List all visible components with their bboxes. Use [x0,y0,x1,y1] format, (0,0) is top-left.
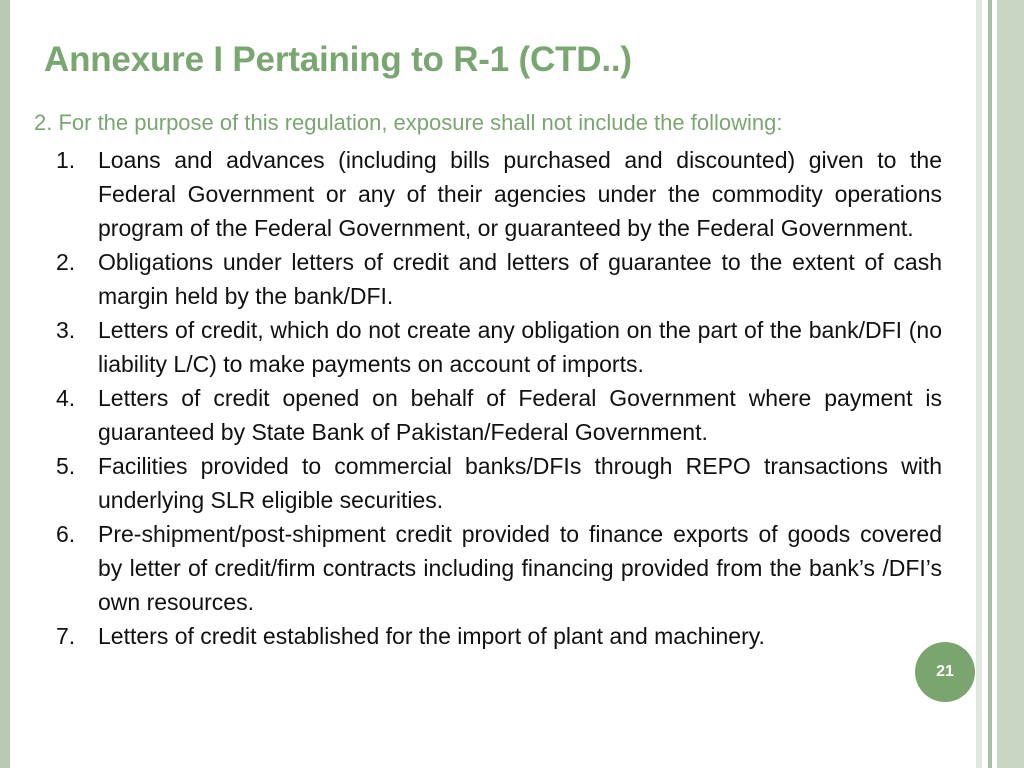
list-item-text: Letters of credit established for the import of plant and machinery. [98,623,765,649]
list-item-number: 7. [56,623,76,649]
slide-title: Annexure I Pertaining to R-1 (CTD..) [44,40,632,79]
list-item-text: Obligations under letters of credit and letters of guarantee to the extent of cash margin held by the bank/DFI. [98,249,942,309]
list-item-number: 4. [56,385,76,411]
list-item-text: Letters of credit, which do not create any obligation on the part of the bank/DFI (no liability L/C) to make payments on account of imports. [98,317,942,377]
exclusion-list [56,143,942,653]
list-item [56,143,942,245]
list-item-number: 1. [56,147,76,173]
list-item [56,449,942,517]
list-item-number: 3. [56,317,76,343]
list-item-number: 6. [56,521,76,547]
list-item [56,245,942,313]
list-item [56,313,942,381]
list-item-number: 5. [56,453,76,479]
list-item [56,381,942,449]
list-item [56,619,942,653]
list-item-number: 2. [56,249,76,275]
page-number-badge: 21 [915,642,975,702]
list-item-text: Loans and advances (including bills purchased and discounted) given to the Federal Government or any of their agencies under the commodity operations program of the Federal Government, or guaranteed by the Federal Government. [98,147,942,241]
intro-text: 2. For the purpose of this regulation, exposure shall not include the following: [34,110,783,135]
list-item-text: Facilities provided to commercial banks/DFIs through REPO transactions with underlying SLR eligible securities. [98,453,942,513]
left-decorative-bar [0,0,10,768]
list-item-text: Letters of credit opened on behalf of Federal Government where payment is guaranteed by State Bank of Pakistan/Federal Government. [98,385,942,445]
list-item-text: Pre-shipment/post-shipment credit provided to finance exports of goods covered by letter of credit/firm contracts including financing provided from the bank’s /DFI’s own resources. [98,521,942,615]
list-item [56,517,942,619]
right-decorative-stripes [976,0,1024,768]
